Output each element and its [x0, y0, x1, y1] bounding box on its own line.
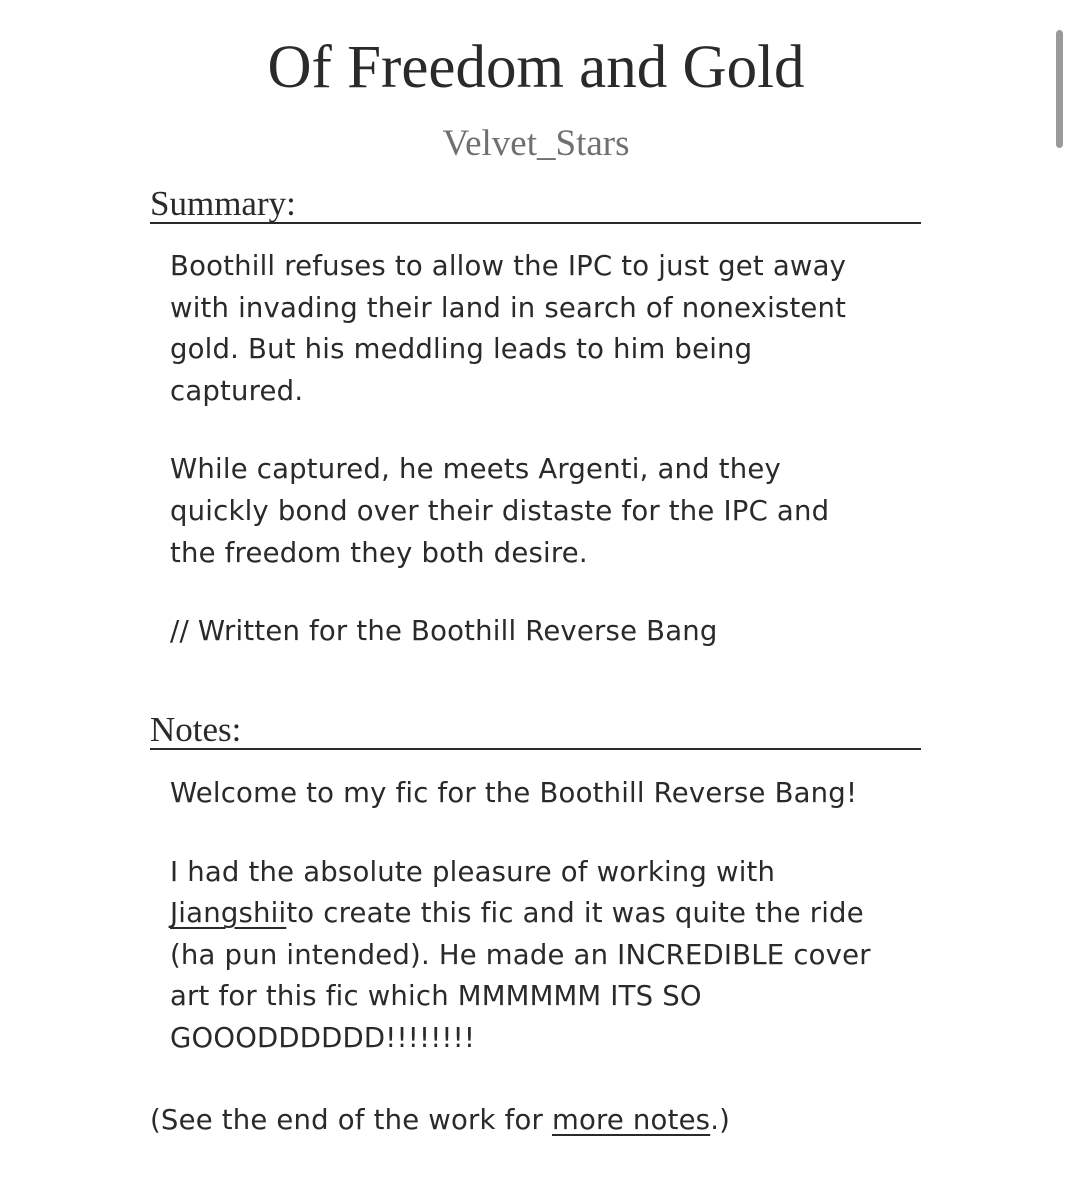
summary-paragraph: // Written for the Boothill Reverse Bang	[170, 615, 718, 648]
notes-text: to create this fic and it was quite the ride (ha pun intended). He made an INCREDIBLE cover art for this fic which MMMMMM ITS SO GOOODDDDDD!!!!!!!!	[170, 897, 871, 1054]
more-notes-link[interactable]: more notes	[551, 1104, 711, 1136]
summary-paragraph: While captured, he meets Argenti, and they quickly bond over their distaste for the IPC and the freedom they both desire.	[170, 453, 830, 569]
notes-block	[170, 773, 920, 1060]
notes-paragraph: Welcome to my fic for the Boothill Reverse Bang!	[170, 777, 858, 809]
jiangshii-link[interactable]: Jiangshii	[170, 897, 287, 930]
work-title: Of Freedom and Gold	[267, 34, 805, 101]
summary-block	[170, 246, 920, 653]
work-author: Velvet_Stars	[442, 123, 630, 164]
notes-paragraph	[170, 852, 910, 1060]
summary-paragraph: Boothill refuses to allow the IPC to just get away with invading their land in search of nonexistent gold. But his meddling leads to him being captured.	[170, 250, 847, 407]
scrollbar-thumb[interactable]	[1056, 30, 1063, 148]
end-note-text: .)	[710, 1104, 731, 1136]
end-note	[150, 1099, 950, 1141]
summary-heading: Summary:	[150, 184, 921, 224]
notes-heading: Notes:	[150, 710, 921, 750]
end-note-text: (See the end of the work for	[150, 1104, 552, 1136]
notes-text: I had the absolute pleasure of working with	[170, 855, 776, 888]
